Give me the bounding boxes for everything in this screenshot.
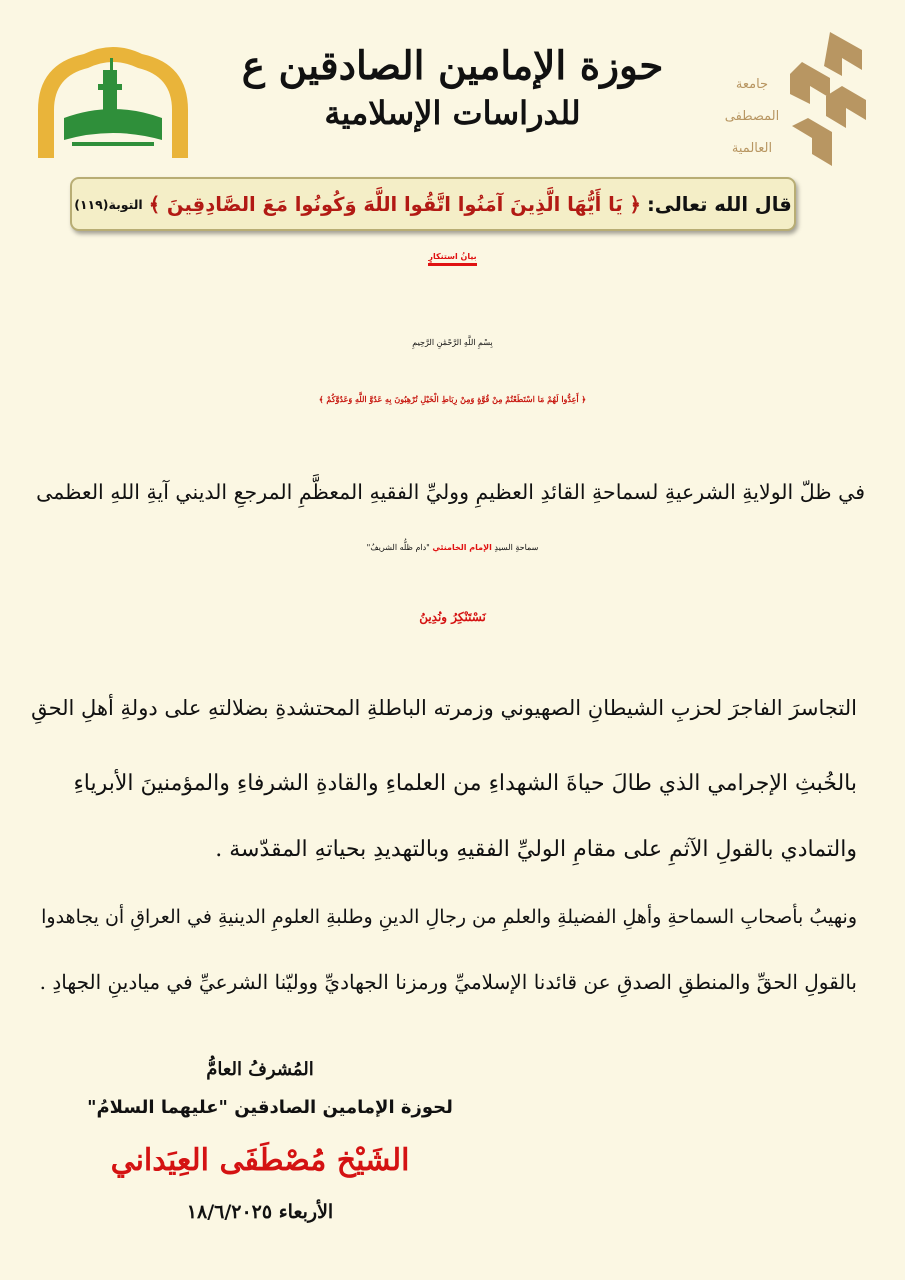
verse-quote: ﴿ يَا أَيُّهَا الَّذِينَ آمَنُوا اتَّقُوا اللَّهَ وَكُونُوا مَعَ الصَّادِقِينَ ﴾ [148, 192, 641, 216]
statement-date: الأربعاء ١٨/٦/٢٠٢٥ [186, 1201, 334, 1223]
body-line-3: والتمادي بالقولِ الآثمِ على مقامِ الوليِّ الفقيهِ وبالتهديدِ بحياتهِ المقدّسة . [215, 837, 857, 862]
university-name-line3: العالمية [731, 141, 773, 156]
statement-title [0, 252, 905, 261]
basmala: بِسْمِ اللَّهِ الرَّحْمَٰنِ الرَّحِيمِ [412, 338, 493, 347]
imamain-sadiqain-logo [34, 40, 192, 158]
body-line-4: ونهيبُ بأصحابِ السماحةِ وأهلِ الفضيلةِ والعلمِ من رجالِ الدينِ وطلبةِ العلومِ الدينيةِ في العراقِ أن يجاهدوا [41, 906, 857, 928]
verse-intro: قال الله تعالى: [646, 192, 792, 216]
institution-title [240, 40, 665, 134]
body-line-2: بالخُبثِ الإجرامي الذي طالَ حياةَ الشهداءِ من العلماءِ والقادةِ الشرفاءِ والمؤمنينَ الأبرياءِ [73, 771, 857, 796]
verse-reference: التوبة(١١٩) [74, 196, 143, 212]
body-line-5: بالقولِ الحقِّ والمنطقِ الصدقِ عن قائدنا الإسلاميِّ ورمزنا الجهاديِّ ووليّنا الشرعيِّ في ميادينِ الجهادِ . [39, 970, 857, 994]
quran-verse-banner [70, 177, 796, 231]
body-line-1: التجاسرَ الفاجرَ لحزبِ الشيطانِ الصهيوني وزمرته الباطلةِ المحتشدةِ بضلالتهِ على دولةِ أهلِ الحقِ [31, 696, 857, 720]
sayed-suffix: "دام ظلُّه الشريفُ" [366, 543, 430, 552]
al-mustafa-university-logo [712, 28, 880, 170]
signature-name: الشَيْخ مُصْطَفَى العِيَداني [110, 1143, 410, 1178]
quran-verse-anfal: ﴿ أَعِدُّوا لَهُمْ مَا اسْتَطَعْتُمْ مِنْ قُوَّةٍ وَمِنْ رِبَاطِ الْخَيْلِ تُرْهِبُونَ بِهِ عَدُوَّ اللَّهِ وَعَدُوَّكُمْ ﴾ [318, 394, 587, 404]
sayed-name: الإمام الخامنئي [432, 543, 492, 552]
sayed-prefix: سماحةِ السيدِ [494, 543, 539, 552]
sayed-line [0, 543, 905, 552]
institution-subtitle: للدراسات الإسلامية [324, 94, 581, 132]
wilaya-line: في ظلّ الولايةِ الشرعيةِ لسماحةِ القائدِ العظيمِ ووليِّ الفقيهِ المعظَّمِ المرجعِ الديني آيةِ اللهِ العظمى [36, 480, 865, 504]
condemn-heading: نَسْتَنْكِرُ ونُدِينُ [419, 610, 486, 624]
signature-institution: لحوزة الإمامين الصادقين "عليهما السلامُ" [87, 1097, 453, 1118]
institution-name: حوزة الإمامين الصادقين ع [241, 43, 664, 89]
signature-role: المُشرفُ العامُّ [206, 1059, 314, 1080]
university-name-line1: جامعة [735, 77, 769, 92]
university-name-line2: المصطفى [724, 109, 780, 124]
statement-title-text: بيانُ استنكارٍ [428, 252, 476, 266]
